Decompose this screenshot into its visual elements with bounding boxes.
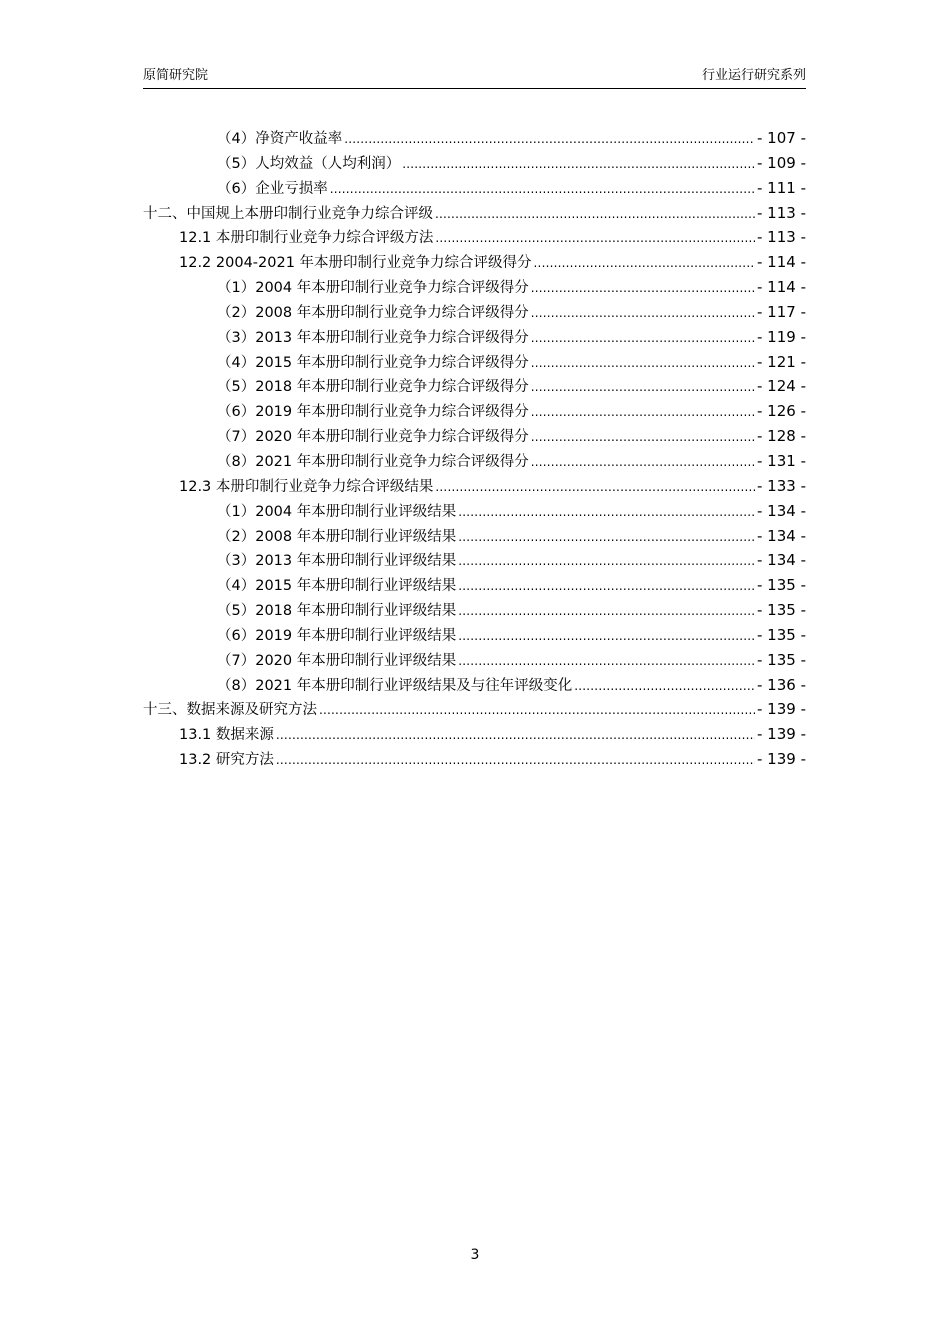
toc-entry-page: - 139 - — [757, 700, 806, 719]
toc-entry-page: - 135 - — [757, 576, 806, 595]
toc-entry-title: （7）2020 年本册印制行业竞争力综合评级得分 — [217, 429, 529, 446]
toc-entry-page: - 136 - — [757, 675, 806, 694]
toc-leader-dots — [435, 475, 755, 499]
toc-entry-title: （1）2004 年本册印制行业评级结果 — [217, 503, 457, 520]
toc-entry-page: - 114 - — [757, 253, 806, 272]
toc-entry-page: - 117 - — [757, 302, 806, 321]
toc-entry-page: - 133 - — [757, 476, 806, 495]
toc-entry[interactable] — [143, 598, 806, 623]
toc-entry-title: 十三、数据来源及研究方法 — [143, 702, 317, 719]
toc-entry[interactable] — [143, 449, 806, 474]
toc-leader-dots — [531, 425, 755, 449]
toc-leader-dots — [319, 698, 755, 722]
toc-leader-dots — [344, 127, 755, 151]
toc-leader-dots — [574, 674, 755, 698]
toc-entry[interactable] — [143, 548, 806, 573]
toc-entry-page: - 109 - — [757, 153, 806, 172]
toc-leader-dots — [276, 748, 755, 772]
toc-entry-title: （7）2020 年本册印制行业评级结果 — [217, 652, 457, 669]
toc-entry-title: （6）企业亏损率 — [217, 180, 328, 197]
toc-entry-title: 十二、中国规上本册印制行业竞争力综合评级 — [143, 205, 433, 222]
toc-entry[interactable] — [143, 722, 806, 747]
toc-entry-page: - 134 - — [757, 551, 806, 570]
toc-entry-page: - 135 - — [757, 625, 806, 644]
toc-leader-dots — [531, 276, 755, 300]
toc-entry-title: （6）2019 年本册印制行业评级结果 — [217, 627, 457, 644]
toc-entry[interactable] — [143, 474, 806, 499]
toc-entry-title: （5）人均效益（人均利润） — [217, 155, 401, 172]
toc-entry[interactable] — [143, 697, 806, 722]
toc-entry[interactable] — [143, 176, 806, 201]
toc-entry[interactable] — [143, 225, 806, 250]
toc-entry[interactable] — [143, 573, 806, 598]
toc-entry-title: （5）2018 年本册印制行业评级结果 — [217, 603, 457, 620]
toc-entry-title: 12.2 2004-2021 年本册印制行业竞争力综合评级得分 — [179, 255, 532, 272]
toc-entry-title: （2）2008 年本册印制行业评级结果 — [217, 528, 457, 545]
toc-entry[interactable] — [143, 350, 806, 375]
toc-entry-page: - 131 - — [757, 451, 806, 470]
toc-leader-dots — [458, 525, 755, 549]
toc-leader-dots — [330, 177, 755, 201]
toc-leader-dots — [534, 251, 755, 275]
toc-entry[interactable] — [143, 325, 806, 350]
toc-entry[interactable] — [143, 126, 806, 151]
toc-entry-page: - 139 - — [757, 725, 806, 744]
toc-leader-dots — [435, 226, 755, 250]
toc-entry[interactable] — [143, 673, 806, 698]
toc-entry[interactable] — [143, 499, 806, 524]
toc-leader-dots — [458, 500, 755, 524]
toc-entry-page: - 139 - — [757, 750, 806, 769]
toc-entry[interactable] — [143, 623, 806, 648]
toc-entry[interactable] — [143, 201, 806, 226]
toc-leader-dots — [458, 649, 755, 673]
header-right-title: 行业运行研究系列 — [701, 68, 806, 83]
toc-entry[interactable] — [143, 524, 806, 549]
toc-entry[interactable] — [143, 399, 806, 424]
toc-leader-dots — [276, 723, 755, 747]
toc-entry-title: （4）2015 年本册印制行业评级结果 — [217, 578, 457, 595]
page-header — [143, 66, 806, 89]
toc-leader-dots — [531, 301, 755, 325]
toc-entry-page: - 124 - — [757, 377, 806, 396]
toc-leader-dots — [458, 599, 755, 623]
toc-entry[interactable] — [143, 374, 806, 399]
toc-entry[interactable] — [143, 151, 806, 176]
toc-leader-dots — [402, 152, 755, 176]
toc-entry-title: （3）2013 年本册印制行业竞争力综合评级得分 — [217, 329, 529, 346]
toc-entry-title: （2）2008 年本册印制行业竞争力综合评级得分 — [217, 304, 529, 321]
toc-entry-page: - 121 - — [757, 352, 806, 371]
header-left-title: 原简研究院 — [143, 68, 209, 83]
toc-entry-title: 12.3 本册印制行业竞争力综合评级结果 — [179, 478, 434, 495]
toc-leader-dots — [531, 375, 755, 399]
toc-entry-page: - 128 - — [757, 427, 806, 446]
toc-entry-title: （6）2019 年本册印制行业竞争力综合评级得分 — [217, 404, 529, 421]
toc-entry-title: （4）2015 年本册印制行业竞争力综合评级得分 — [217, 354, 529, 371]
toc-entry[interactable] — [143, 648, 806, 673]
toc-entry-page: - 135 - — [757, 650, 806, 669]
toc-entry[interactable] — [143, 747, 806, 772]
toc-entry-title: （1）2004 年本册印制行业竞争力综合评级得分 — [217, 280, 529, 297]
toc-entry-page: - 126 - — [757, 402, 806, 421]
toc-entry-page: - 114 - — [757, 278, 806, 297]
toc-leader-dots — [531, 400, 755, 424]
toc-entry[interactable] — [143, 250, 806, 275]
toc-entry-page: - 135 - — [757, 601, 806, 620]
toc-entry-title: （3）2013 年本册印制行业评级结果 — [217, 553, 457, 570]
toc-entry-title: （5）2018 年本册印制行业竞争力综合评级得分 — [217, 379, 529, 396]
toc-entry-title: 12.1 本册印制行业竞争力综合评级方法 — [179, 230, 434, 247]
toc-entry[interactable] — [143, 300, 806, 325]
toc-entry-title: （8）2021 年本册印制行业竞争力综合评级得分 — [217, 453, 529, 470]
toc-entry-title: 13.1 数据来源 — [179, 727, 274, 744]
toc-leader-dots — [531, 450, 755, 474]
page-number: 3 — [470, 1247, 480, 1263]
toc-entry-page: - 113 - — [757, 228, 806, 247]
toc-entry-page: - 134 - — [757, 501, 806, 520]
toc-entry-page: - 113 - — [757, 203, 806, 222]
toc-leader-dots — [435, 202, 755, 226]
toc-entry-title: 13.2 研究方法 — [179, 752, 274, 769]
toc-leader-dots — [458, 574, 755, 598]
toc-entry-page: - 119 - — [757, 327, 806, 346]
toc-entry[interactable] — [143, 424, 806, 449]
toc-leader-dots — [458, 549, 755, 573]
toc-leader-dots — [531, 351, 755, 375]
toc-entry-title: （4）净资产收益率 — [217, 131, 343, 147]
toc-entry-page: - 107 - — [757, 129, 806, 147]
toc-leader-dots — [531, 326, 755, 350]
toc-entry-title: （8）2021 年本册印制行业评级结果及与往年评级变化 — [217, 677, 573, 694]
toc-entry-page: - 111 - — [757, 178, 806, 197]
table-of-contents — [143, 126, 806, 772]
toc-entry[interactable] — [143, 275, 806, 300]
toc-entry-page: - 134 - — [757, 526, 806, 545]
toc-leader-dots — [458, 624, 755, 648]
